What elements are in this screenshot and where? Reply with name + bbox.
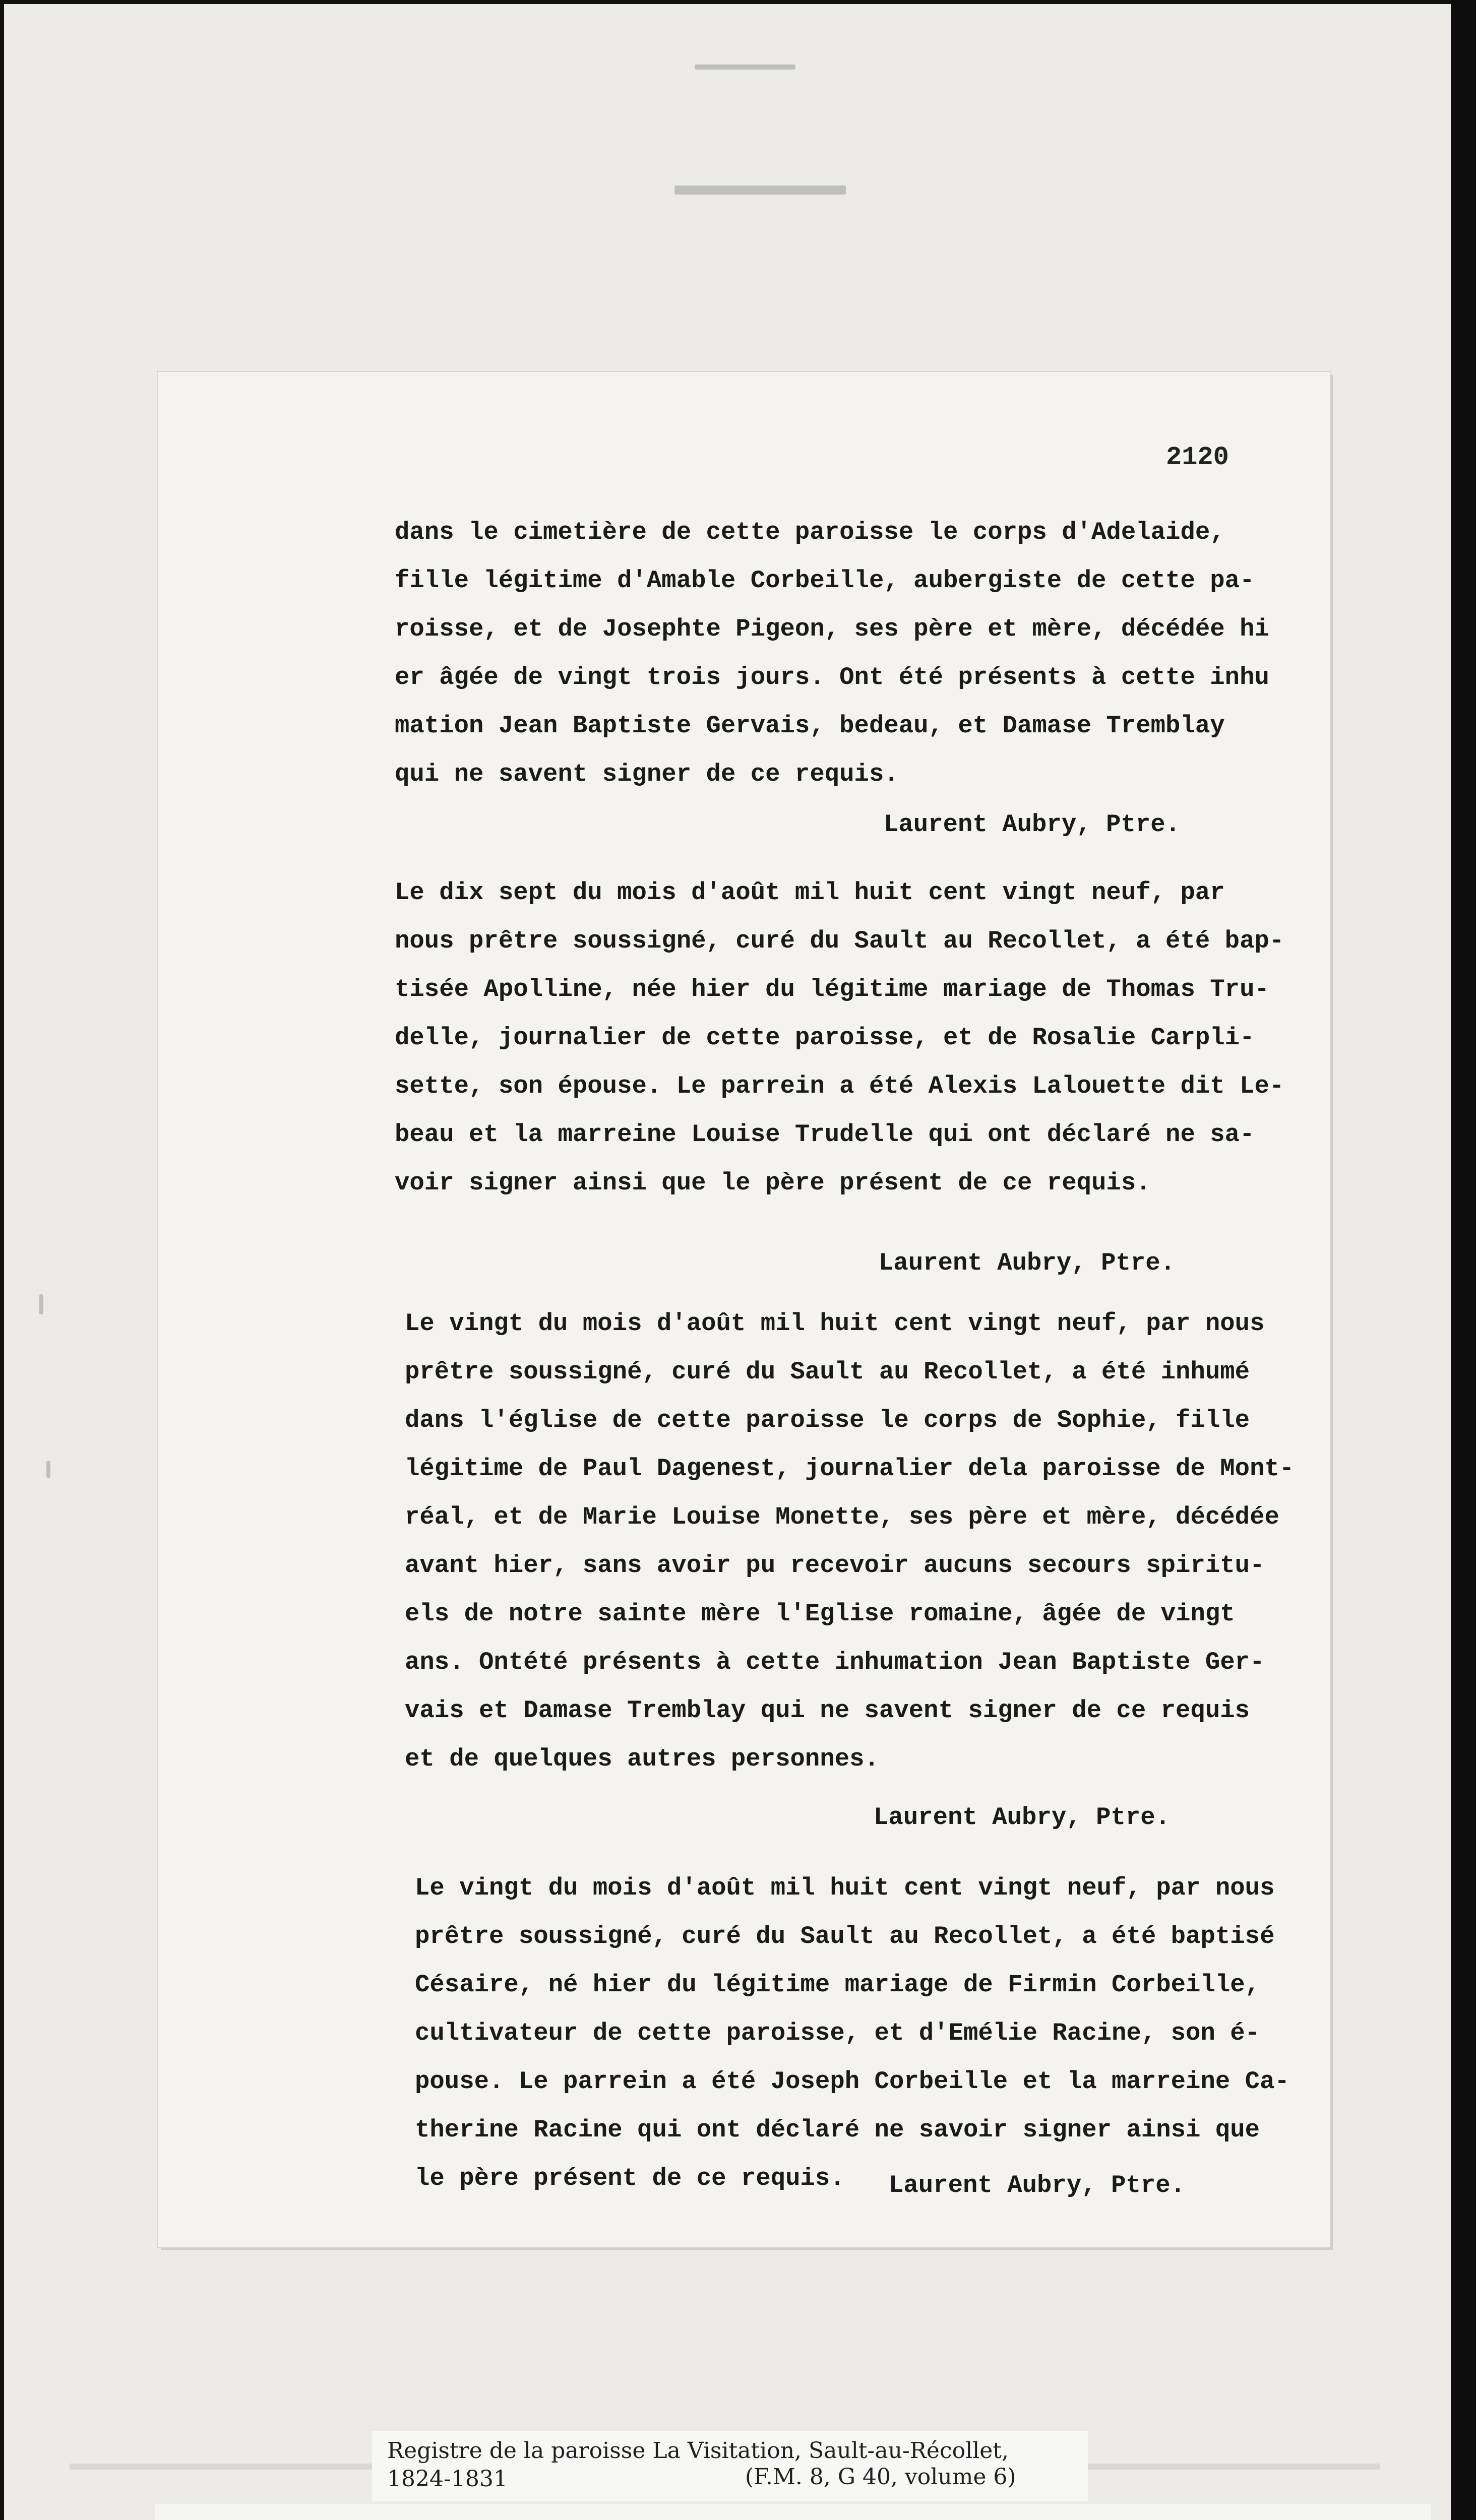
entry-line: prêtre soussigné, curé du Sault au Recollet, a été baptisé — [415, 1922, 1275, 1950]
archive-label-card — [155, 2504, 1431, 2520]
priest-signature: Laurent Aubry, Ptre. — [874, 1803, 1171, 1832]
priest-signature: Laurent Aubry, Ptre. — [884, 810, 1181, 839]
entry-line: els de notre sainte mère l'Eglise romaine, âgée de vingt — [405, 1600, 1235, 1628]
entry-line: le père présent de ce requis. — [415, 2164, 845, 2192]
entry-line: dans l'église de cette paroisse le corps de Sophie, fille — [405, 1406, 1250, 1434]
entry-line: Césaire, né hier du légitime mariage de Firmin Corbeille, — [415, 1971, 1260, 1999]
priest-signature: Laurent Aubry, Ptre. — [889, 2171, 1186, 2199]
entry-line: delle, journalier de cette paroisse, et de Rosalie Carpli- — [395, 1024, 1255, 1052]
entry-line: ans. Ontété présents à cette inhumation Jean Baptiste Ger- — [405, 1648, 1265, 1676]
register-entry-3 — [405, 1299, 1294, 1783]
entry-line: fille légitime d'Amable Corbeille, aubergiste de cette pa- — [395, 566, 1255, 595]
entry-line: roisse, et de Josephte Pigeon, ses père et mère, décédée hi — [395, 615, 1269, 643]
priest-signature: Laurent Aubry, Ptre. — [879, 1249, 1176, 1277]
entry-line: cultivateur de cette paroisse, et d'Emélie Racine, son é- — [415, 2019, 1260, 2047]
entry-line: légitime de Paul Dagenest, journalier dela paroisse de Mont- — [405, 1455, 1295, 1483]
scratch-mark — [695, 65, 795, 70]
citation-title: Registre de la paroisse La Visitation, Sault-au-Récollet, — [387, 2438, 1009, 2464]
entry-line: réal, et de Marie Louise Monette, ses père et mère, décédée — [405, 1503, 1279, 1531]
entry-line: Le vingt du mois d'août mil huit cent vingt neuf, par nous — [405, 1309, 1265, 1338]
register-entry-4 — [415, 1864, 1289, 2202]
entry-line: mation Jean Baptiste Gervais, bedeau, et Damase Tremblay — [395, 712, 1225, 740]
entry-line: sette, son épouse. Le parrein a été Alexis Lalouette dit Le- — [395, 1072, 1284, 1100]
scratch-mark — [39, 1294, 43, 1314]
scratch-mark — [674, 185, 846, 195]
citation-slip — [372, 2431, 1088, 2501]
citation-years: 1824-1831 — [387, 2466, 508, 2492]
typed-register-page — [158, 372, 1330, 2247]
register-entry-1 — [395, 508, 1269, 798]
entry-line: et de quelques autres personnes. — [405, 1745, 879, 1773]
entry-line: therine Racine qui ont déclaré ne savoir signer ainsi que — [415, 2116, 1260, 2144]
citation-reference: (F.M. 8, G 40, volume 6) — [745, 2464, 1016, 2490]
entry-line: avant hier, sans avoir pu recevoir aucuns secours spiritu- — [405, 1551, 1265, 1580]
entry-line: prêtre soussigné, curé du Sault au Recollet, a été inhumé — [405, 1358, 1250, 1386]
entry-line: beau et la marreine Louise Trudelle qui ont déclaré ne sa- — [395, 1120, 1255, 1149]
microfilm-frame — [4, 4, 1451, 2520]
entry-line: er âgée de vingt trois jours. Ont été présents à cette inhu — [395, 663, 1269, 691]
entry-line: dans le cimetière de cette paroisse le corps d'Adelaide, — [395, 518, 1225, 546]
entry-line: qui ne savent signer de ce requis. — [395, 760, 899, 788]
register-entry-2 — [395, 868, 1284, 1207]
page-number: 2120 — [1166, 443, 1229, 472]
entry-line: vais et Damase Tremblay qui ne savent signer de ce requis — [405, 1696, 1250, 1725]
entry-line: tisée Apolline, née hier du légitime mariage de Thomas Tru- — [395, 975, 1269, 1003]
film-right-edge — [1451, 0, 1476, 2520]
entry-line: pouse. Le parrein a été Joseph Corbeille et la marreine Ca- — [415, 2067, 1289, 2096]
scratch-mark — [46, 1461, 50, 1478]
entry-line: Le vingt du mois d'août mil huit cent vingt neuf, par nous — [415, 1874, 1275, 1902]
entry-line: nous prêtre soussigné, curé du Sault au Recollet, a été bap- — [395, 927, 1284, 955]
entry-line: voir signer ainsi que le père présent de ce requis. — [395, 1169, 1151, 1197]
entry-line: Le dix sept du mois d'août mil huit cent vingt neuf, par — [395, 878, 1225, 907]
